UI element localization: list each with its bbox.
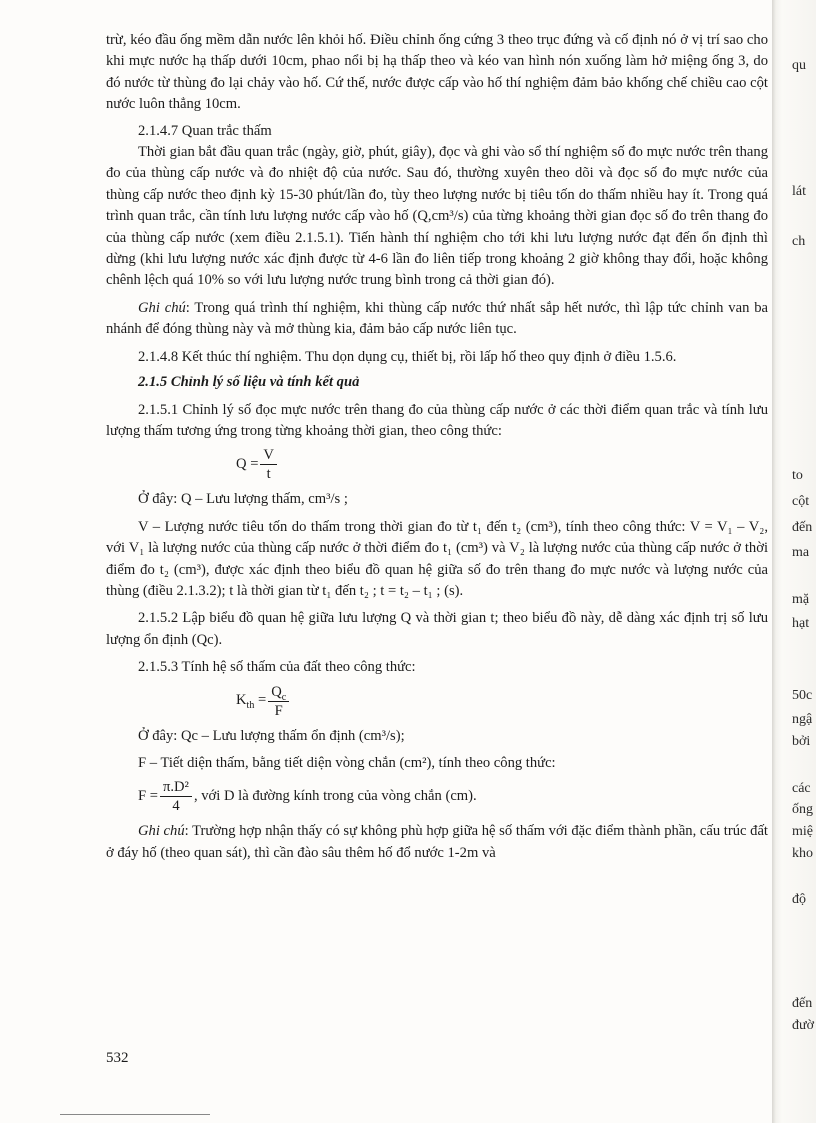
definition-qc: Ở đây: Qc – Lưu lượng thấm ổn định (cm³/s); bbox=[138, 727, 405, 744]
section-heading-2147: 2.1.4.7 Quan trắc thấm bbox=[138, 122, 272, 139]
formula-kth: $K_{th}$ = $\frac{Q_c}{F}$ bbox=[106, 683, 768, 720]
note-label: Ghi chú bbox=[138, 823, 185, 840]
facing-text-fragment: đườ bbox=[792, 1018, 814, 1033]
facing-text-fragment: bởi bbox=[792, 734, 811, 749]
facing-text-fragment: đến bbox=[792, 996, 813, 1011]
note-2: Ghi chú: Trường hợp nhận thấy có sự không phù hợp giữa hệ số thấm với đặc điểm thành phần, cấu trúc đất ở đáy hố (theo quan sát), thì cần đào sâu thêm hố đổ nước 1-2m và bbox=[106, 823, 768, 861]
definition-f: F – Tiết diện thấm, bằng tiết diện vòng chắn (cm²), tính theo công thức: bbox=[138, 754, 556, 771]
facing-text-fragment: ma bbox=[792, 545, 810, 560]
formula-f: F = $\frac{\text{π.D²}}{4}$ , với D là đường kính trong của vòng chắn (cm). bbox=[138, 779, 477, 815]
page-body bbox=[106, 30, 768, 864]
facing-text-fragment: qu bbox=[792, 58, 806, 73]
paragraph-observation: Thời gian bắt đầu quan trắc (ngày, giờ, phút, giây), đọc và ghi vào sổ thí nghiệm số đo mực nước trên thang đo của thùng cấp nước và đo nhiệt độ của nước. Sau đó, thường xuyên theo dõi và đọc số đo mực nước của thùng cấp nước theo định kỳ 15-30 phút/lần đo, tùy theo lượng nước bị tiêu tốn do thấm nhiều hay ít. Trong quá trình quan trắc, cần tính lưu lượng nước cấp vào hố (Q,cm³/s) của từng khoảng thời gian đọc số đo trên thang đo của thùng cấp nước (xem điều 2.1.5.1). Tiến hành thí nghiệm cho tới khi lưu lượng nước đạt đến ổn định thì dừng (khi lưu lượng nước xác định được từ 4-6 lần đo liên tiếp trong khoảng 2 giờ không thay đổi, hoặc không chênh lệch quá 10% so với lưu lượng nước trung bình trong cả thời gian đó). bbox=[106, 144, 768, 289]
facing-text-fragment: ngậ bbox=[792, 712, 813, 727]
paragraph-2152: 2.1.5.2 Lập biểu đồ quan hệ giữa lưu lượng Q và thời gian t; theo biểu đồ này, dễ dàng xác định trị số lưu lượng ổn định (Qc). bbox=[106, 610, 768, 648]
page-number: 532 bbox=[106, 1050, 129, 1066]
facing-text-fragment: mặ bbox=[792, 592, 810, 607]
definition-v: V – Lượng nước tiêu tốn do thấm trong thời gian đo từ t₁ đến t₂ (cm³), tính theo công thức: V = V₁ – V₂, với V₁ là lượng nước của thùng cấp nước ở thời điểm đo t₁ (cm³) và V₂ là lượng nước của thùng cấp nước ở thời điểm đo t₂ (cm³), được xác định theo biểu đồ quan hệ giữa số đo trên thang đo mực nước và lượng nước của thùng (điều 2.1.3.2); t là thời gian từ t₁ đến t₂ ; t = t₂ – t₁ ; (s). bbox=[106, 518, 768, 599]
facing-text-fragment: miệ bbox=[792, 824, 813, 839]
facing-text-fragment: đến bbox=[792, 520, 813, 535]
section-heading-215: 2.1.5 Chỉnh lý số liệu và tính kết quả bbox=[138, 374, 360, 391]
facing-text-fragment: to bbox=[792, 468, 803, 483]
facing-text-fragment: ống bbox=[792, 802, 813, 817]
facing-text-fragment: hạt bbox=[792, 616, 810, 631]
facing-text-fragment: độ bbox=[792, 892, 806, 907]
facing-text-fragment: ch bbox=[792, 234, 806, 249]
note-1: Ghi chú: Trong quá trình thí nghiệm, khi thùng cấp nước thứ nhất sắp hết nước, thì lập tức chỉnh van ba nhánh để đóng thùng này và mở thùng kia, đảm bảo cấp nước liên tục. bbox=[106, 299, 768, 338]
facing-text-fragment: 50c bbox=[792, 688, 813, 703]
paragraph-2151: 2.1.5.1 Chỉnh lý số đọc mực nước trên thang đo của thùng cấp nước ở các thời điểm quan trắc và tính lưu lượng thấm tương ứng trong từng khoảng thời gian, theo công thức: bbox=[106, 401, 768, 439]
note-label: Ghi chú bbox=[138, 299, 186, 316]
facing-text-fragment: các bbox=[792, 781, 811, 796]
facing-text-fragment: lát bbox=[792, 184, 806, 199]
facing-text-fragment: kho bbox=[792, 846, 813, 861]
paragraph-2153: 2.1.5.3 Tính hệ số thấm của đất theo công thức: bbox=[138, 659, 416, 676]
facing-page-edge bbox=[772, 0, 816, 1123]
scan-edge-line bbox=[60, 1114, 210, 1115]
paragraph-continuation: trừ, kéo đầu ống mềm dẫn nước lên khỏi hố. Điều chỉnh ống cứng 3 theo trục đứng và cố định nó ở vị trí sao cho khi mực nước hạ thấp dưới 10cm, phao nổi bị hạ thấp theo và kéo van hình nón xuống làm hở miệng ống 3, do đó nước từ thùng đo lại chảy vào hố. Cứ thế, nước được cấp vào hố thí nghiệm đảm bảo khống chế chiều cao cột nước luôn thẳng 10cm. bbox=[106, 32, 768, 113]
definition-q: Ở đây: Q – Lưu lượng thấm, cm³/s ; bbox=[138, 491, 348, 508]
facing-text-fragment: cột bbox=[792, 494, 810, 509]
formula-q: Q = $\frac{V}{t}$ bbox=[106, 446, 768, 483]
paragraph-2148: 2.1.4.8 Kết thúc thí nghiệm. Thu dọn dụng cụ, thiết bị, rồi lấp hố theo quy định ở điều 1.5.6. bbox=[138, 348, 677, 365]
